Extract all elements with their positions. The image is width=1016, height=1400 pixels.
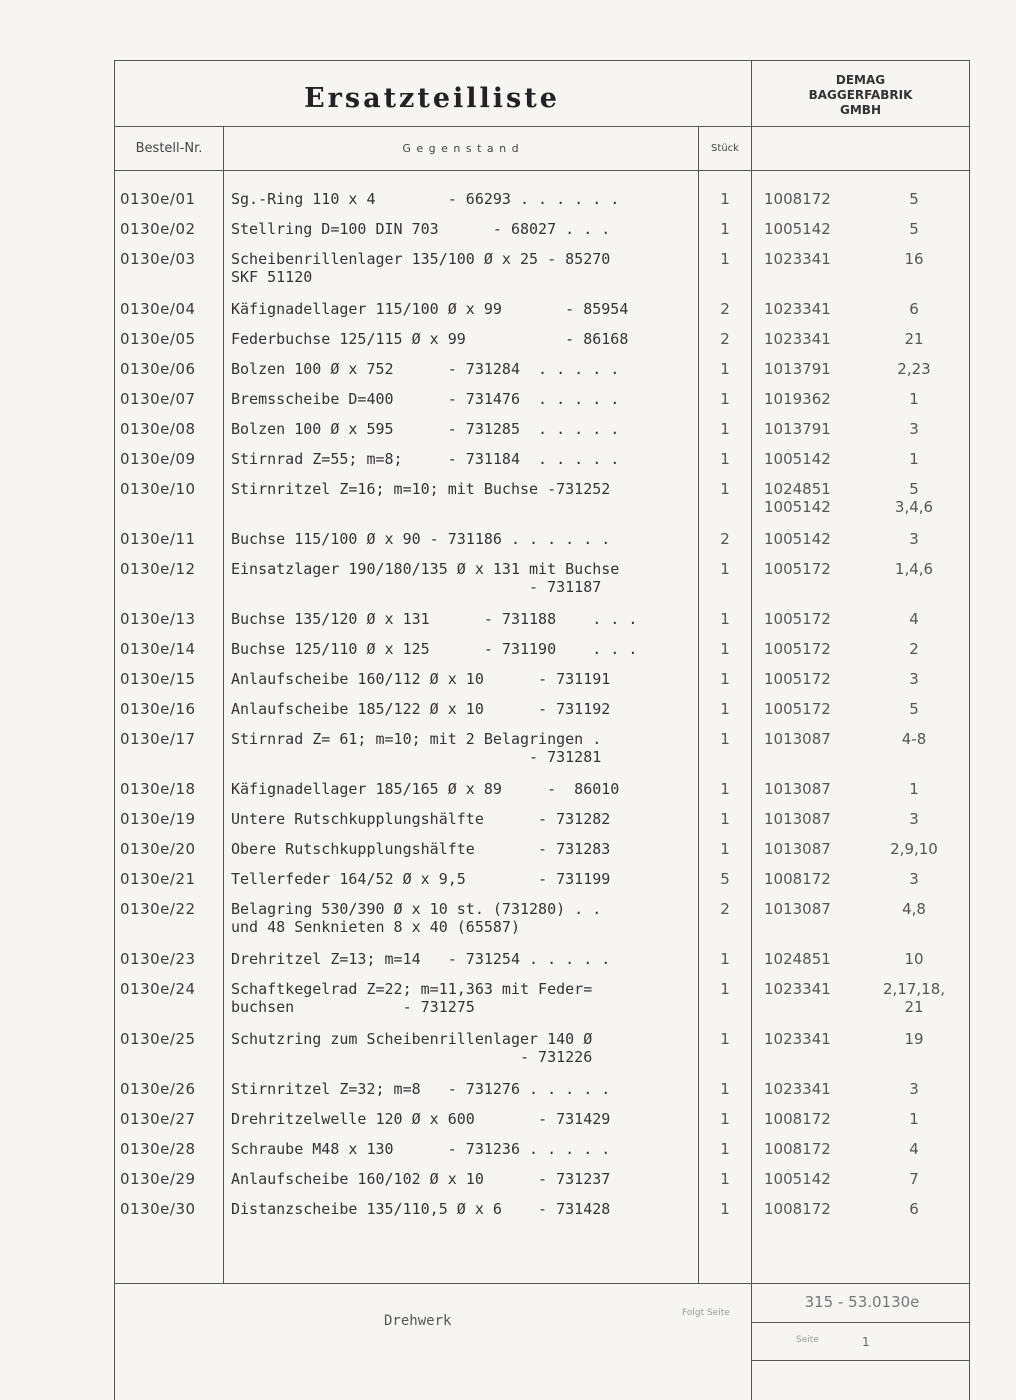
drawing-reference: 1023341 <box>764 1080 831 1098</box>
position-numbers: 2,9,10 <box>890 840 938 858</box>
table-row <box>114 604 970 634</box>
drawing-reference: 1023341 <box>764 1030 831 1048</box>
position-numbers: 5 <box>909 220 919 238</box>
item-quantity: 1 <box>720 780 730 798</box>
next-page-label: Folgt Seite <box>682 1308 730 1318</box>
position-numbers: 2,17,18, 21 <box>882 980 946 1016</box>
drawing-reference: 1005172 <box>764 640 831 658</box>
order-number: 0130e/10 <box>120 480 196 498</box>
item-quantity: 1 <box>720 250 730 268</box>
item-description: Stirnrad Z= 61; m=10; mit 2 Belagringen . - 731281 <box>231 730 602 766</box>
table-row <box>114 1194 970 1224</box>
item-quantity: 1 <box>720 1030 730 1048</box>
item-description: Käfignadellager 115/100 Ø x 99 - 85954 <box>231 300 629 318</box>
order-number: 0130e/08 <box>120 420 196 438</box>
item-description: Sg.-Ring 110 x 4 - 66293 . . . . . . <box>231 190 620 208</box>
order-number: 0130e/24 <box>120 980 196 998</box>
table-row <box>114 1134 970 1164</box>
footer-document-code: 315 - 53.0130e <box>804 1293 920 1311</box>
item-description: Schraube M48 x 130 - 731236 . . . . . <box>231 1140 611 1158</box>
order-number: 0130e/13 <box>120 610 196 628</box>
order-number: 0130e/14 <box>120 640 196 658</box>
list-title: Ersatzteilliste <box>304 82 560 114</box>
drawing-reference: 1008172 <box>764 1200 831 1218</box>
item-description: Untere Rutschkupplungshälfte - 731282 <box>231 810 611 828</box>
order-number: 0130e/16 <box>120 700 196 718</box>
item-description: Drehritzel Z=13; m=14 - 731254 . . . . . <box>231 950 611 968</box>
table-row <box>114 894 970 944</box>
table-row <box>114 474 970 524</box>
table-row <box>114 384 970 414</box>
drawing-reference: 1013791 <box>764 420 831 438</box>
drawing-reference: 1008172 <box>764 870 831 888</box>
order-number: 0130e/04 <box>120 300 196 318</box>
drawing-reference: 1005172 <box>764 700 831 718</box>
position-numbers: 1 <box>909 1110 919 1128</box>
position-numbers: 2,23 <box>897 360 931 378</box>
company-line-2: BAGGERFABRIK <box>808 87 913 102</box>
item-description: Bolzen 100 Ø x 752 - 731284 . . . . . <box>231 360 620 378</box>
order-number: 0130e/25 <box>120 1030 196 1048</box>
item-quantity: 1 <box>720 1140 730 1158</box>
order-number: 0130e/26 <box>120 1080 196 1098</box>
order-number: 0130e/12 <box>120 560 196 578</box>
position-numbers: 21 <box>904 330 924 348</box>
drawing-reference: 1013087 <box>764 780 831 798</box>
table-row <box>114 554 970 604</box>
position-numbers: 4 <box>909 1140 919 1158</box>
order-number: 0130e/28 <box>120 1140 196 1158</box>
table-row <box>114 214 970 244</box>
parts-list-sheet <box>114 60 970 1400</box>
table-row <box>114 804 970 834</box>
order-number: 0130e/18 <box>120 780 196 798</box>
item-quantity: 5 <box>720 870 730 888</box>
table-row <box>114 414 970 444</box>
item-description: Distanzscheibe 135/110,5 Ø x 6 - 731428 <box>231 1200 611 1218</box>
item-quantity: 1 <box>720 360 730 378</box>
order-number: 0130e/19 <box>120 810 196 828</box>
item-description: Buchse 115/100 Ø x 90 - 731186 . . . . . . <box>231 530 611 548</box>
column-header-divider <box>114 170 970 171</box>
order-number: 0130e/30 <box>120 1200 196 1218</box>
table-row <box>114 694 970 724</box>
position-numbers: 2 <box>909 640 919 658</box>
order-number: 0130e/03 <box>120 250 196 268</box>
item-description: Bremsscheibe D=400 - 731476 . . . . . <box>231 390 620 408</box>
footer-assembly-label: Drehwerk <box>384 1313 452 1329</box>
position-numbers: 5 <box>909 700 919 718</box>
position-numbers: 7 <box>909 1170 919 1188</box>
drawing-reference: 1019362 <box>764 390 831 408</box>
position-numbers: 6 <box>909 1200 919 1218</box>
table-row <box>114 724 970 774</box>
table-row <box>114 324 970 354</box>
drawing-reference: 1013087 <box>764 730 831 748</box>
item-description: Anlaufscheibe 160/102 Ø x 10 - 731237 <box>231 1170 611 1188</box>
item-description: Obere Rutschkupplungshälfte - 731283 <box>231 840 611 858</box>
table-row <box>114 524 970 554</box>
item-quantity: 1 <box>720 610 730 628</box>
table-row <box>114 1104 970 1134</box>
page-label: Seite <box>796 1335 819 1345</box>
drawing-reference: 1023341 <box>764 330 831 348</box>
table-row <box>114 294 970 324</box>
position-numbers: 5 3,4,6 <box>894 480 934 516</box>
order-number: 0130e/15 <box>120 670 196 688</box>
item-quantity: 1 <box>720 980 730 998</box>
position-numbers: 3 <box>909 670 919 688</box>
item-description: Scheibenrillenlager 135/100 Ø x 25 - 85270 SKF 51120 <box>231 250 611 286</box>
column-header-qty: Stück <box>711 142 739 154</box>
order-number: 0130e/29 <box>120 1170 196 1188</box>
table-row <box>114 774 970 804</box>
order-number: 0130e/17 <box>120 730 196 748</box>
item-description: Tellerfeder 164/52 Ø x 9,5 - 731199 <box>231 870 611 888</box>
item-description: Schaftkegelrad Z=22; m=11,363 mit Feder= buchsen - 731275 <box>231 980 593 1016</box>
table-row <box>114 1164 970 1194</box>
item-description: Buchse 135/120 Ø x 131 - 731188 . . . <box>231 610 638 628</box>
drawing-reference: 1005142 <box>764 530 831 548</box>
order-number: 0130e/20 <box>120 840 196 858</box>
item-description: Belagring 530/390 Ø x 10 st. (731280) . . und 48 Senknieten 8 x 40 (65587) <box>231 900 602 936</box>
item-quantity: 2 <box>720 330 730 348</box>
parts-table <box>114 184 970 1224</box>
table-row <box>114 864 970 894</box>
order-number: 0130e/11 <box>120 530 196 548</box>
table-row <box>114 664 970 694</box>
drawing-reference: 1005142 <box>764 1170 831 1188</box>
position-numbers: 4,8 <box>902 900 926 918</box>
table-row <box>114 944 970 974</box>
item-description: Anlaufscheibe 185/122 Ø x 10 - 731192 <box>231 700 611 718</box>
item-quantity: 1 <box>720 840 730 858</box>
item-quantity: 2 <box>720 900 730 918</box>
item-quantity: 1 <box>720 640 730 658</box>
drawing-reference: 1023341 <box>764 250 831 268</box>
drawing-reference: 1005172 <box>764 610 831 628</box>
item-description: Stellring D=100 DIN 703 - 68027 . . . <box>231 220 611 238</box>
order-number: 0130e/07 <box>120 390 196 408</box>
item-quantity: 1 <box>720 700 730 718</box>
item-description: Anlaufscheibe 160/112 Ø x 10 - 731191 <box>231 670 611 688</box>
item-quantity: 1 <box>720 560 730 578</box>
table-row <box>114 974 970 1024</box>
item-quantity: 1 <box>720 1200 730 1218</box>
order-number: 0130e/27 <box>120 1110 196 1128</box>
order-number: 0130e/02 <box>120 220 196 238</box>
footer-divider <box>114 1283 970 1284</box>
item-quantity: 1 <box>720 190 730 208</box>
column-header-order-nr: Bestell-Nr. <box>135 140 203 156</box>
item-quantity: 1 <box>720 1110 730 1128</box>
item-quantity: 1 <box>720 1170 730 1188</box>
item-description: Stirnritzel Z=16; m=10; mit Buchse -731252 <box>231 480 611 498</box>
table-row <box>114 184 970 214</box>
drawing-reference: 1024851 1005142 <box>764 480 831 516</box>
table-row <box>114 444 970 474</box>
drawing-reference: 1005142 <box>764 450 831 468</box>
footer-code-divider <box>751 1322 970 1323</box>
position-numbers: 1 <box>909 780 919 798</box>
drawing-reference: 1005172 <box>764 560 831 578</box>
item-description: Buchse 125/110 Ø x 125 - 731190 . . . <box>231 640 638 658</box>
item-quantity: 1 <box>720 670 730 688</box>
drawing-reference: 1024851 <box>764 950 831 968</box>
position-numbers: 3 <box>909 1080 919 1098</box>
position-numbers: 10 <box>904 950 924 968</box>
item-description: Bolzen 100 Ø x 595 - 731285 . . . . . <box>231 420 620 438</box>
item-quantity: 2 <box>720 300 730 318</box>
drawing-reference: 1013087 <box>764 840 831 858</box>
position-numbers: 16 <box>904 250 924 268</box>
company-line-3: GMBH <box>840 102 881 117</box>
table-row <box>114 244 970 294</box>
item-description: Schutzring zum Scheibenrillenlager 140 Ø - 731226 <box>231 1030 593 1066</box>
drawing-reference: 1008172 <box>764 1140 831 1158</box>
drawing-reference: 1013087 <box>764 900 831 918</box>
table-row <box>114 1024 970 1074</box>
item-description: Stirnrad Z=55; m=8; - 731184 . . . . . <box>231 450 620 468</box>
table-row <box>114 1074 970 1104</box>
item-description: Käfignadellager 185/165 Ø x 89 - 86010 <box>231 780 620 798</box>
order-number: 0130e/22 <box>120 900 196 918</box>
footer-page-divider <box>751 1360 970 1361</box>
column-header-item: G e g e n s t a n d <box>402 141 520 155</box>
company-line-1: DEMAG <box>835 72 886 87</box>
position-numbers: 4 <box>909 610 919 628</box>
drawing-reference: 1023341 <box>764 300 831 318</box>
position-numbers: 1 <box>909 450 919 468</box>
drawing-reference: 1013791 <box>764 360 831 378</box>
position-numbers: 5 <box>909 190 919 208</box>
item-description: Einsatzlager 190/180/135 Ø x 131 mit Buchse - 731187 <box>231 560 620 596</box>
item-description: Stirnritzel Z=32; m=8 - 731276 . . . . . <box>231 1080 611 1098</box>
item-quantity: 1 <box>720 480 730 498</box>
drawing-reference: 1023341 <box>764 980 831 998</box>
drawing-reference: 1013087 <box>764 810 831 828</box>
drawing-reference: 1008172 <box>764 190 831 208</box>
position-numbers: 3 <box>909 420 919 438</box>
item-quantity: 2 <box>720 530 730 548</box>
order-number: 0130e/06 <box>120 360 196 378</box>
position-numbers: 19 <box>904 1030 924 1048</box>
position-numbers: 6 <box>909 300 919 318</box>
position-numbers: 4-8 <box>901 730 927 748</box>
drawing-reference: 1005142 <box>764 220 831 238</box>
drawing-reference: 1008172 <box>764 1110 831 1128</box>
item-quantity: 1 <box>720 730 730 748</box>
position-numbers: 3 <box>909 870 919 888</box>
position-numbers: 1,4,6 <box>894 560 934 578</box>
item-description: Federbuchse 125/115 Ø x 99 - 86168 <box>231 330 629 348</box>
item-quantity: 1 <box>720 1080 730 1098</box>
item-description: Drehritzelwelle 120 Ø x 600 - 731429 <box>231 1110 611 1128</box>
drawing-reference: 1005172 <box>764 670 831 688</box>
company-logo <box>751 64 970 126</box>
table-row <box>114 354 970 384</box>
item-quantity: 1 <box>720 390 730 408</box>
table-row <box>114 634 970 664</box>
item-quantity: 1 <box>720 450 730 468</box>
position-numbers: 1 <box>909 390 919 408</box>
order-number: 0130e/23 <box>120 950 196 968</box>
item-quantity: 1 <box>720 220 730 238</box>
order-number: 0130e/01 <box>120 190 196 208</box>
table-row <box>114 834 970 864</box>
top-border <box>114 60 970 61</box>
position-numbers: 3 <box>909 810 919 828</box>
order-number: 0130e/05 <box>120 330 196 348</box>
item-quantity: 1 <box>720 420 730 438</box>
position-numbers: 3 <box>909 530 919 548</box>
item-quantity: 1 <box>720 810 730 828</box>
item-quantity: 1 <box>720 950 730 968</box>
header-divider <box>114 126 970 127</box>
order-number: 0130e/21 <box>120 870 196 888</box>
order-number: 0130e/09 <box>120 450 196 468</box>
page-number: 1 <box>862 1335 870 1349</box>
